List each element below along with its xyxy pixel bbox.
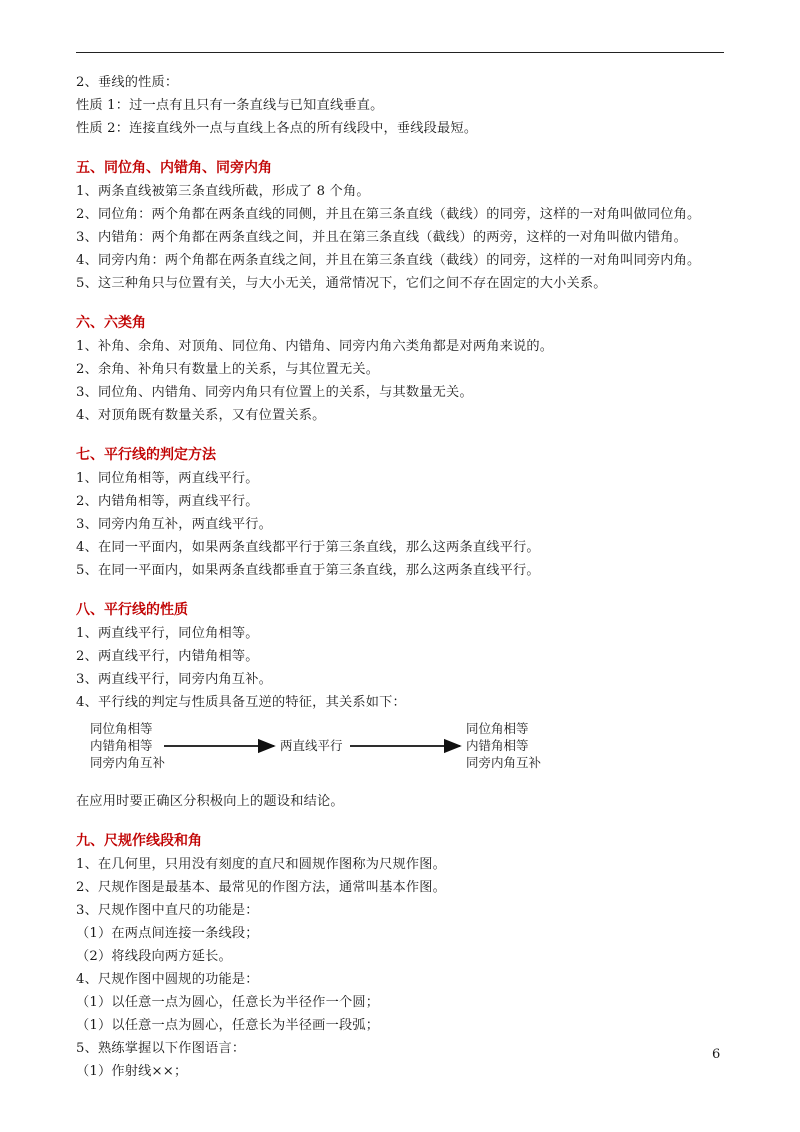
s9-line-1: 1、在几何里，只用没有刻度的直尺和圆规作图称为尺规作图。 bbox=[76, 857, 447, 872]
s7-line-1: 1、同位角相等，两直线平行。 bbox=[76, 471, 259, 486]
relation-diagram bbox=[76, 718, 724, 790]
s8-line-3: 3、两直线平行，同旁内角互补。 bbox=[76, 672, 273, 687]
s8-line-1: 1、两直线平行，同位角相等。 bbox=[76, 626, 259, 641]
s9-line-7: （1）以任意一点为圆心，任意长为半径作一个圆； bbox=[76, 995, 380, 1010]
diagram-right-2: 内错角相等 bbox=[466, 738, 529, 753]
s7-line-2: 2、内错角相等，两直线平行。 bbox=[76, 494, 259, 509]
s6-line-1: 1、补角、余角、对顶角、同位角、内错角、同旁内角六类角都是对两角来说的。 bbox=[76, 339, 554, 354]
section-7-title: 七、平行线的判定方法 bbox=[76, 447, 216, 463]
s5-line-2: 2、同位角：两个角都在两条直线的同侧，并且在第三条直线（截线）的同旁，这样的一对角叫做同位角。 bbox=[76, 207, 701, 222]
diagram-right-3: 同旁内角互补 bbox=[466, 755, 542, 770]
s9-line-5: （2）将线段向两方延长。 bbox=[76, 949, 232, 964]
s9-line-2: 2、尺规作图是最基本、最常见的作图方法，通常叫基本作图。 bbox=[76, 880, 447, 895]
diagram-left-block bbox=[90, 720, 165, 771]
s8-line-4: 4、平行线的判定与性质具备互逆的特征，其关系如下： bbox=[76, 695, 406, 710]
header-rule bbox=[76, 52, 724, 53]
s4-line-1: 2、垂线的性质： bbox=[76, 75, 179, 90]
diagram-left-2: 内错角相等 bbox=[90, 738, 153, 753]
s7-line-4: 4、在同一平面内，如果两条直线都平行于第三条直线，那么这两条直线平行。 bbox=[76, 540, 540, 555]
s5-line-4: 4、同旁内角：两个角都在两条直线之间，并且在第三条直线（截线）的同旁，这样的一对角叫同旁内角。 bbox=[76, 253, 701, 268]
diagram-left-1: 同位角相等 bbox=[90, 721, 153, 736]
diagram-middle: 两直线平行 bbox=[280, 738, 343, 753]
section-8-title: 八、平行线的性质 bbox=[76, 602, 188, 618]
s5-line-5: 5、这三种角只与位置有关，与大小无关，通常情况下，它们之间不存在固定的大小关系。 bbox=[76, 276, 607, 291]
s8-line-2: 2、两直线平行，内错角相等。 bbox=[76, 649, 259, 664]
s6-line-3: 3、同位角、内错角、同旁内角只有位置上的关系，与其数量无关。 bbox=[76, 385, 473, 400]
s6-line-4: 4、对顶角既有数量关系，又有位置关系。 bbox=[76, 408, 326, 423]
diagram-right-1: 同位角相等 bbox=[466, 721, 529, 736]
s7-line-5: 5、在同一平面内，如果两条直线都垂直于第三条直线，那么这两条直线平行。 bbox=[76, 563, 540, 578]
page-content bbox=[76, 71, 736, 1083]
s8-note: 在应用时要正确区分积极向上的题设和结论。 bbox=[76, 794, 344, 809]
diagram-right-block bbox=[466, 720, 541, 771]
section-9-title: 九、尺规作线段和角 bbox=[76, 833, 202, 849]
s9-line-4: （1）在两点间连接一条线段； bbox=[76, 926, 259, 941]
s9-line-3: 3、尺规作图中直尺的功能是： bbox=[76, 903, 259, 918]
section-6-title: 六、六类角 bbox=[76, 315, 146, 331]
page-number: 6 bbox=[712, 1047, 721, 1062]
s4-line-3: 性质 2：连接直线外一点与直线上各点的所有线段中，垂线段最短。 bbox=[76, 121, 478, 136]
s9-line-9: 5、熟练掌握以下作图语言： bbox=[76, 1041, 246, 1056]
s7-line-3: 3、同旁内角互补，两直线平行。 bbox=[76, 517, 273, 532]
s5-line-1: 1、两条直线被第三条直线所截，形成了 8 个角。 bbox=[76, 184, 370, 199]
s6-line-2: 2、余角、补角只有数量上的关系，与其位置无关。 bbox=[76, 362, 380, 377]
s4-line-2: 性质 1：过一点有且只有一条直线与已知直线垂直。 bbox=[76, 98, 384, 113]
section-5-title: 五、同位角、内错角、同旁内角 bbox=[76, 160, 272, 176]
s5-line-3: 3、内错角：两个角都在两条直线之间，并且在第三条直线（截线）的两旁，这样的一对角叫做内错角。 bbox=[76, 230, 688, 245]
s9-line-10: （1）作射线××； bbox=[76, 1064, 188, 1079]
s9-line-8: （1）以任意一点为圆心，任意长为半径画一段弧； bbox=[76, 1018, 380, 1033]
s9-line-6: 4、尺规作图中圆规的功能是： bbox=[76, 972, 259, 987]
arrows-svg bbox=[76, 718, 724, 790]
diagram-left-3: 同旁内角互补 bbox=[90, 755, 166, 770]
